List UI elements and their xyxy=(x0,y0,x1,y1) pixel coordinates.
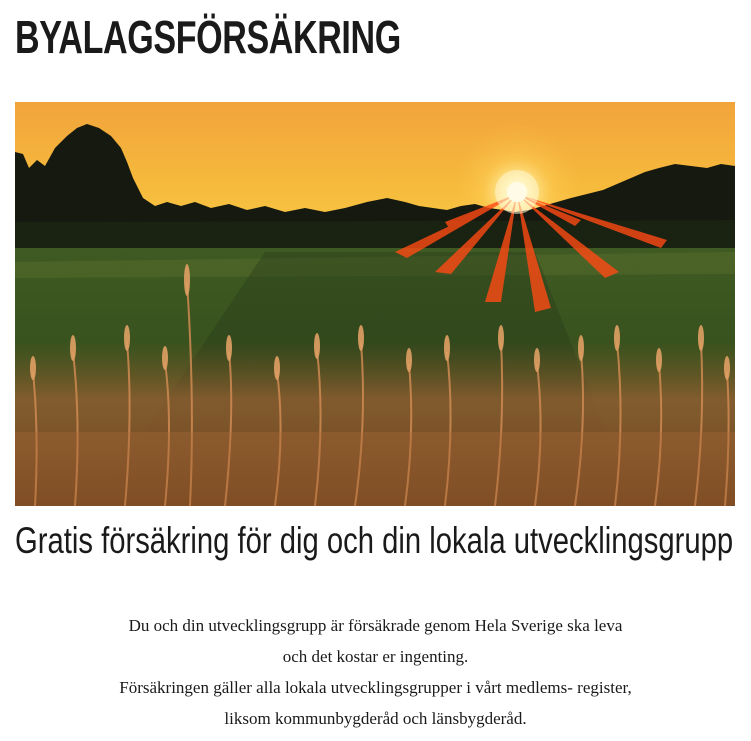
intro-line: och det kostar er ingenting. xyxy=(282,647,469,666)
page-title: BYALAGSFÖRSÄKRING xyxy=(15,11,401,63)
sunset-field-illustration xyxy=(15,102,735,506)
section-heading: Gratis försäkring för dig och din lokala utvecklingsgrupp xyxy=(15,520,734,561)
intro-line: Försäkringen gäller alla lokala utvecklingsgrupper i vårt medlems- register, xyxy=(119,678,632,697)
intro-paragraph xyxy=(15,610,736,734)
intro-line: Du och din utvecklingsgrupp är försäkrade genom Hela Sverige ska leva xyxy=(128,616,623,635)
hero-image xyxy=(15,102,735,506)
intro-line: liksom kommunbygderåd och länsbygderåd. xyxy=(224,709,527,728)
